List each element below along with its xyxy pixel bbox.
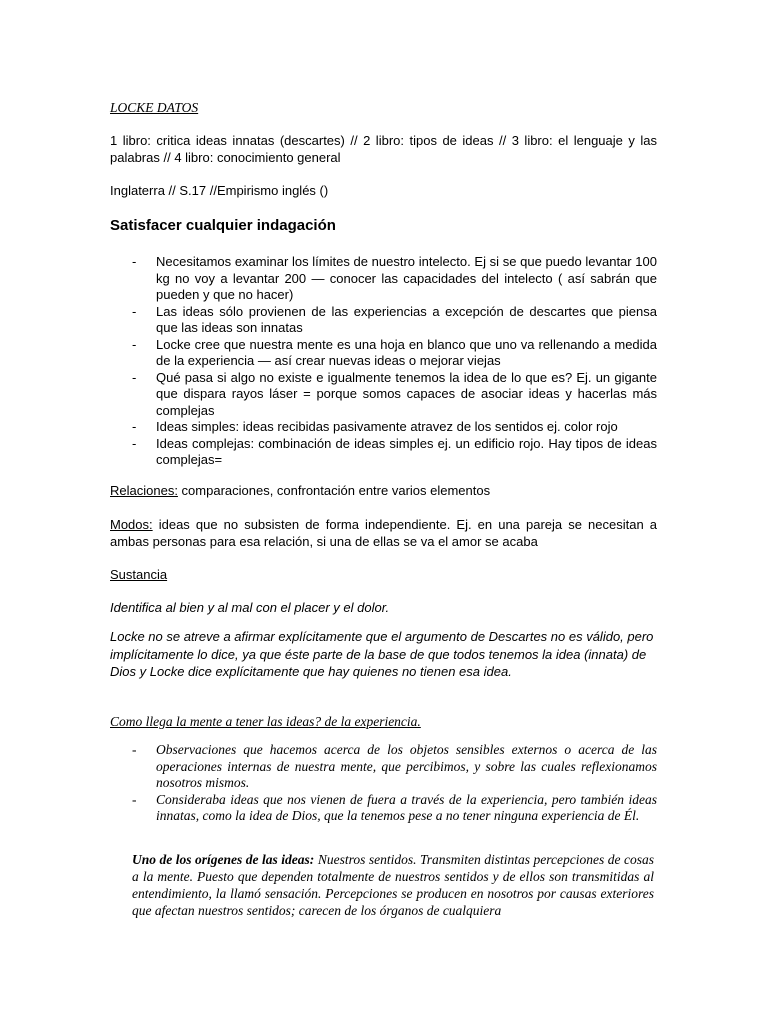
intro-line: 1 libro: critica ideas innatas (descartes) // 2 libro: tipos de ideas // 3 libro: el lenguaje y las palabras // 4 libro: conocimiento general [110,133,657,165]
list-item [132,742,657,792]
bullet-marker: - [132,791,137,807]
relaciones-paragraph [110,483,657,500]
origins-label: Uno de los orígenes de las ideas: [132,852,315,867]
bullet-text: Observaciones que hacemos acerca de los objetos sensibles externos o acerca de las operaciones internas de nuestra mente, que percibimos, y sobre las cuales reflexionamos nosotros mismos. [156,742,657,790]
origins-text: Nuestros sentidos. Transmiten distintas percepciones de cosas a la mente. Puesto que dependen totalmente de nuestros sentidos y de ellos son transmitidas al entendimiento, la llamó sensación. Percepciones se producen en nosotros por causas exteriores que afectan nuestros sentidos; carecen de los órganos de cualquiera [132,852,654,918]
bullet-marker: - [132,369,137,385]
bullet-text: Locke cree que nuestra mente es una hoja en blanco que uno va rellenando a medida de la experiencia — así crear nuevas ideas o mejorar viejas [156,336,657,368]
bullet-text: Ideas simples: ideas recibidas pasivamente atravez de los sentidos ej. color rojo [156,419,618,434]
bullet-marker: - [132,742,137,757]
list-item [132,791,657,825]
relaciones-label: Relaciones: [110,483,178,498]
identifica-line: Identifica al bien y al mal con el placer y el dolor. [110,600,390,615]
bullet-marker: - [132,435,137,451]
section-heading: Satisfacer cualquier indagación [110,217,336,234]
bullet-text: Las ideas sólo provienen de las experiencias a excepción de descartes que piensa que las ideas son innatas [156,303,657,335]
modos-label: Modos: [110,517,153,532]
question-heading: Como llega la mente a tener las ideas? de la experiencia. [110,714,421,729]
bullet-text: Qué pasa si algo no existe e igualmente tenemos la idea de lo que es? Ej. un gigante que dispara rayos láser = porque somos capaces de asociar ideas y hacerlas más complejas [156,369,657,418]
locke-paragraph: Locke no se atreve a afirmar explícitamente que el argumento de Descartes no es válido, pero implícitamente lo dice, ya que éste parte de la base de que todos tenemos la idea (innata) de Dios y Locke dice explícitamente que hay quienes no tienen esa idea. [110,629,654,679]
ideas-bullet-list [132,254,657,469]
bullet-text: Ideas complejas: combinación de ideas simples ej. un edificio rojo. Hay tipos de ideas complejas= [156,435,657,467]
list-item [132,336,657,370]
list-item [132,254,657,304]
list-item [132,419,657,436]
experience-bullet-list [132,742,657,825]
bullet-marker: - [132,336,137,352]
sustancia-label: Sustancia [110,567,168,582]
list-item [132,369,657,420]
list-item [132,435,657,469]
relaciones-text: comparaciones, confrontación entre varios elementos [177,483,491,498]
modos-text: ideas que no subsisten de forma independiente. Ej. en una pareja se necesitan a ambas personas para esa relación, si una de ellas se va el amor se acaba [110,517,657,549]
bullet-text: Necesitamos examinar los límites de nuestro intelecto. Ej si se que puedo levantar 100 kg no voy a levantar 200 — conocer las capacidades del intelecto ( así sabrán que pueden y que no hacer) [156,254,657,302]
context-line: Inglaterra // S.17 //Empirismo inglés () [110,183,329,198]
modos-paragraph [110,517,657,550]
bullet-marker: - [132,419,137,434]
bullet-marker: - [132,254,137,269]
origins-paragraph [132,851,654,919]
document-title: LOCKE DATOS [110,100,199,115]
list-item [132,303,657,337]
bullet-text: Consideraba ideas que nos vienen de fuera a través de la experiencia, pero también ideas innatas, como la idea de Dios, que la tenemos pese a no tener ninguna experiencia de Él. [156,791,657,823]
bullet-marker: - [132,303,137,319]
